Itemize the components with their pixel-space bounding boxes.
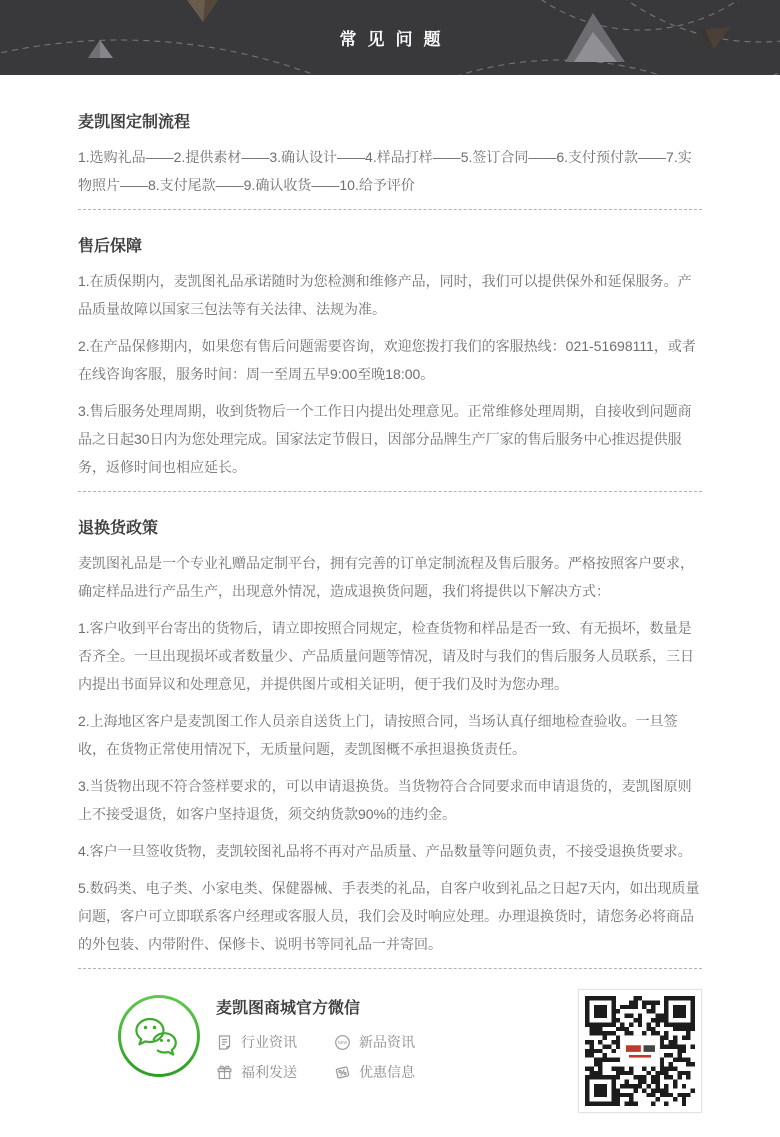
section-process: [78, 112, 702, 199]
wechat-account-title: 麦凯图商城官方微信: [216, 1000, 361, 1017]
new-badge-icon: [334, 1034, 351, 1051]
dashed-divider: [78, 491, 702, 492]
gift-icon: [216, 1064, 233, 1081]
returns-paragraph: 5.数码类、电子类、小家电类、保健器械、手表类的礼品，自客户收到礼品之日起7天内，如出现质量问题，客户可立即联系客户经理或客服人员，我们会及时响应处理。办理退换货时，请您务必将商品的外包装、内带附件、保修卡、说明书等同礼品一并寄回。: [78, 880, 700, 952]
section-returns: [78, 518, 702, 958]
footer-item-industry-news: [216, 1032, 334, 1052]
footer-item-discounts: [334, 1062, 415, 1082]
dashed-divider: [78, 209, 702, 210]
footer-item-new-products: [334, 1032, 415, 1052]
wechat-feature-grid: [216, 1032, 415, 1082]
section-title-aftersales: 售后保障: [78, 238, 143, 255]
svg-text:NEW: NEW: [337, 1039, 348, 1045]
faq-content: [0, 112, 780, 1137]
footer-item-label: 新品资讯: [359, 1034, 415, 1050]
footer-item-label: 福利发送: [241, 1064, 297, 1080]
wechat-footer: [78, 969, 702, 1137]
returns-intro: 麦凯图礼品是一个专业礼赠品定制平台，拥有完善的订单定制流程及售后服务。严格按照客户要求，确定样品进行产品生产，出现意外情况，造成退换货问题，我们将提供以下解决方式：: [78, 555, 694, 599]
coupon-icon: [334, 1064, 351, 1081]
section-title-process: 麦凯图定制流程: [78, 114, 191, 131]
process-steps: 1.选购礼品——2.提供素材——3.确认设计——4.样品打样——5.签订合同——6.支付预付款——7.实物照片——8.支付尾款——9.确认收货——10.给予评价: [78, 149, 692, 193]
section-aftersales: [78, 236, 702, 481]
news-doc-icon: [216, 1034, 233, 1051]
section-title-returns: 退换货政策: [78, 520, 159, 537]
footer-item-label: 行业资讯: [241, 1034, 297, 1050]
wechat-info: [216, 989, 415, 1082]
footer-item-label: 优惠信息: [359, 1064, 415, 1080]
page-header: [0, 0, 780, 75]
qr-code: [578, 989, 702, 1113]
wechat-icon: [116, 993, 202, 1079]
footer-item-benefits: [216, 1062, 334, 1082]
returns-paragraph: 1.客户收到平台寄出的货物后，请立即按照合同规定，检查货物和样品是否一致、有无损坏，数量是否齐全。一旦出现损坏或者数量少、产品质量问题等情况，请及时与我们的售后服务人员联系，三日内提出书面异议和处理意见，并提供图片或相关证明，便于我们及时为您办理。: [78, 620, 694, 692]
returns-paragraph: 3.当货物出现不符合签样要求的，可以申请退换货。当货物符合合同要求而申请退货的，麦凯图原则上不接受退货，如客户坚持退货，须交纳货款90%的违约金。: [78, 778, 692, 822]
aftersales-paragraph: 1.在质保期内，麦凯图礼品承诺随时为您检测和维修产品，同时，我们可以提供保外和延保服务。产品质量故障以国家三包法等有关法律、法规为准。: [78, 273, 692, 317]
returns-paragraph: 4.客户一旦签收货物，麦凯较图礼品将不再对产品质量、产品数量等问题负责，不接受退换货要求。: [78, 843, 692, 859]
aftersales-paragraph: 3.售后服务处理周期，收到货物后一个工作日内提出处理意见。正常维修处理周期，自接收到问题商品之日起30日内为您处理完成。国家法定节假日，因部分品牌生产厂家的售后服务中心推迟提供服务，返修时间也相应延长。: [78, 403, 692, 475]
aftersales-paragraph: 2.在产品保修期内，如果您有售后问题需要咨询，欢迎您拨打我们的客服热线：021-51698111，或者在线咨询客服，服务时间：周一至周五早9:00至晚18:00。: [78, 338, 696, 382]
returns-paragraph: 2.上海地区客户是麦凯图工作人员亲自送货上门，请按照合同，当场认真仔细地检查验收。一旦签收，在货物正常使用情况下，无质量问题，麦凯图概不承担退换货责任。: [78, 713, 678, 757]
page-title: 常见问题: [339, 30, 452, 49]
